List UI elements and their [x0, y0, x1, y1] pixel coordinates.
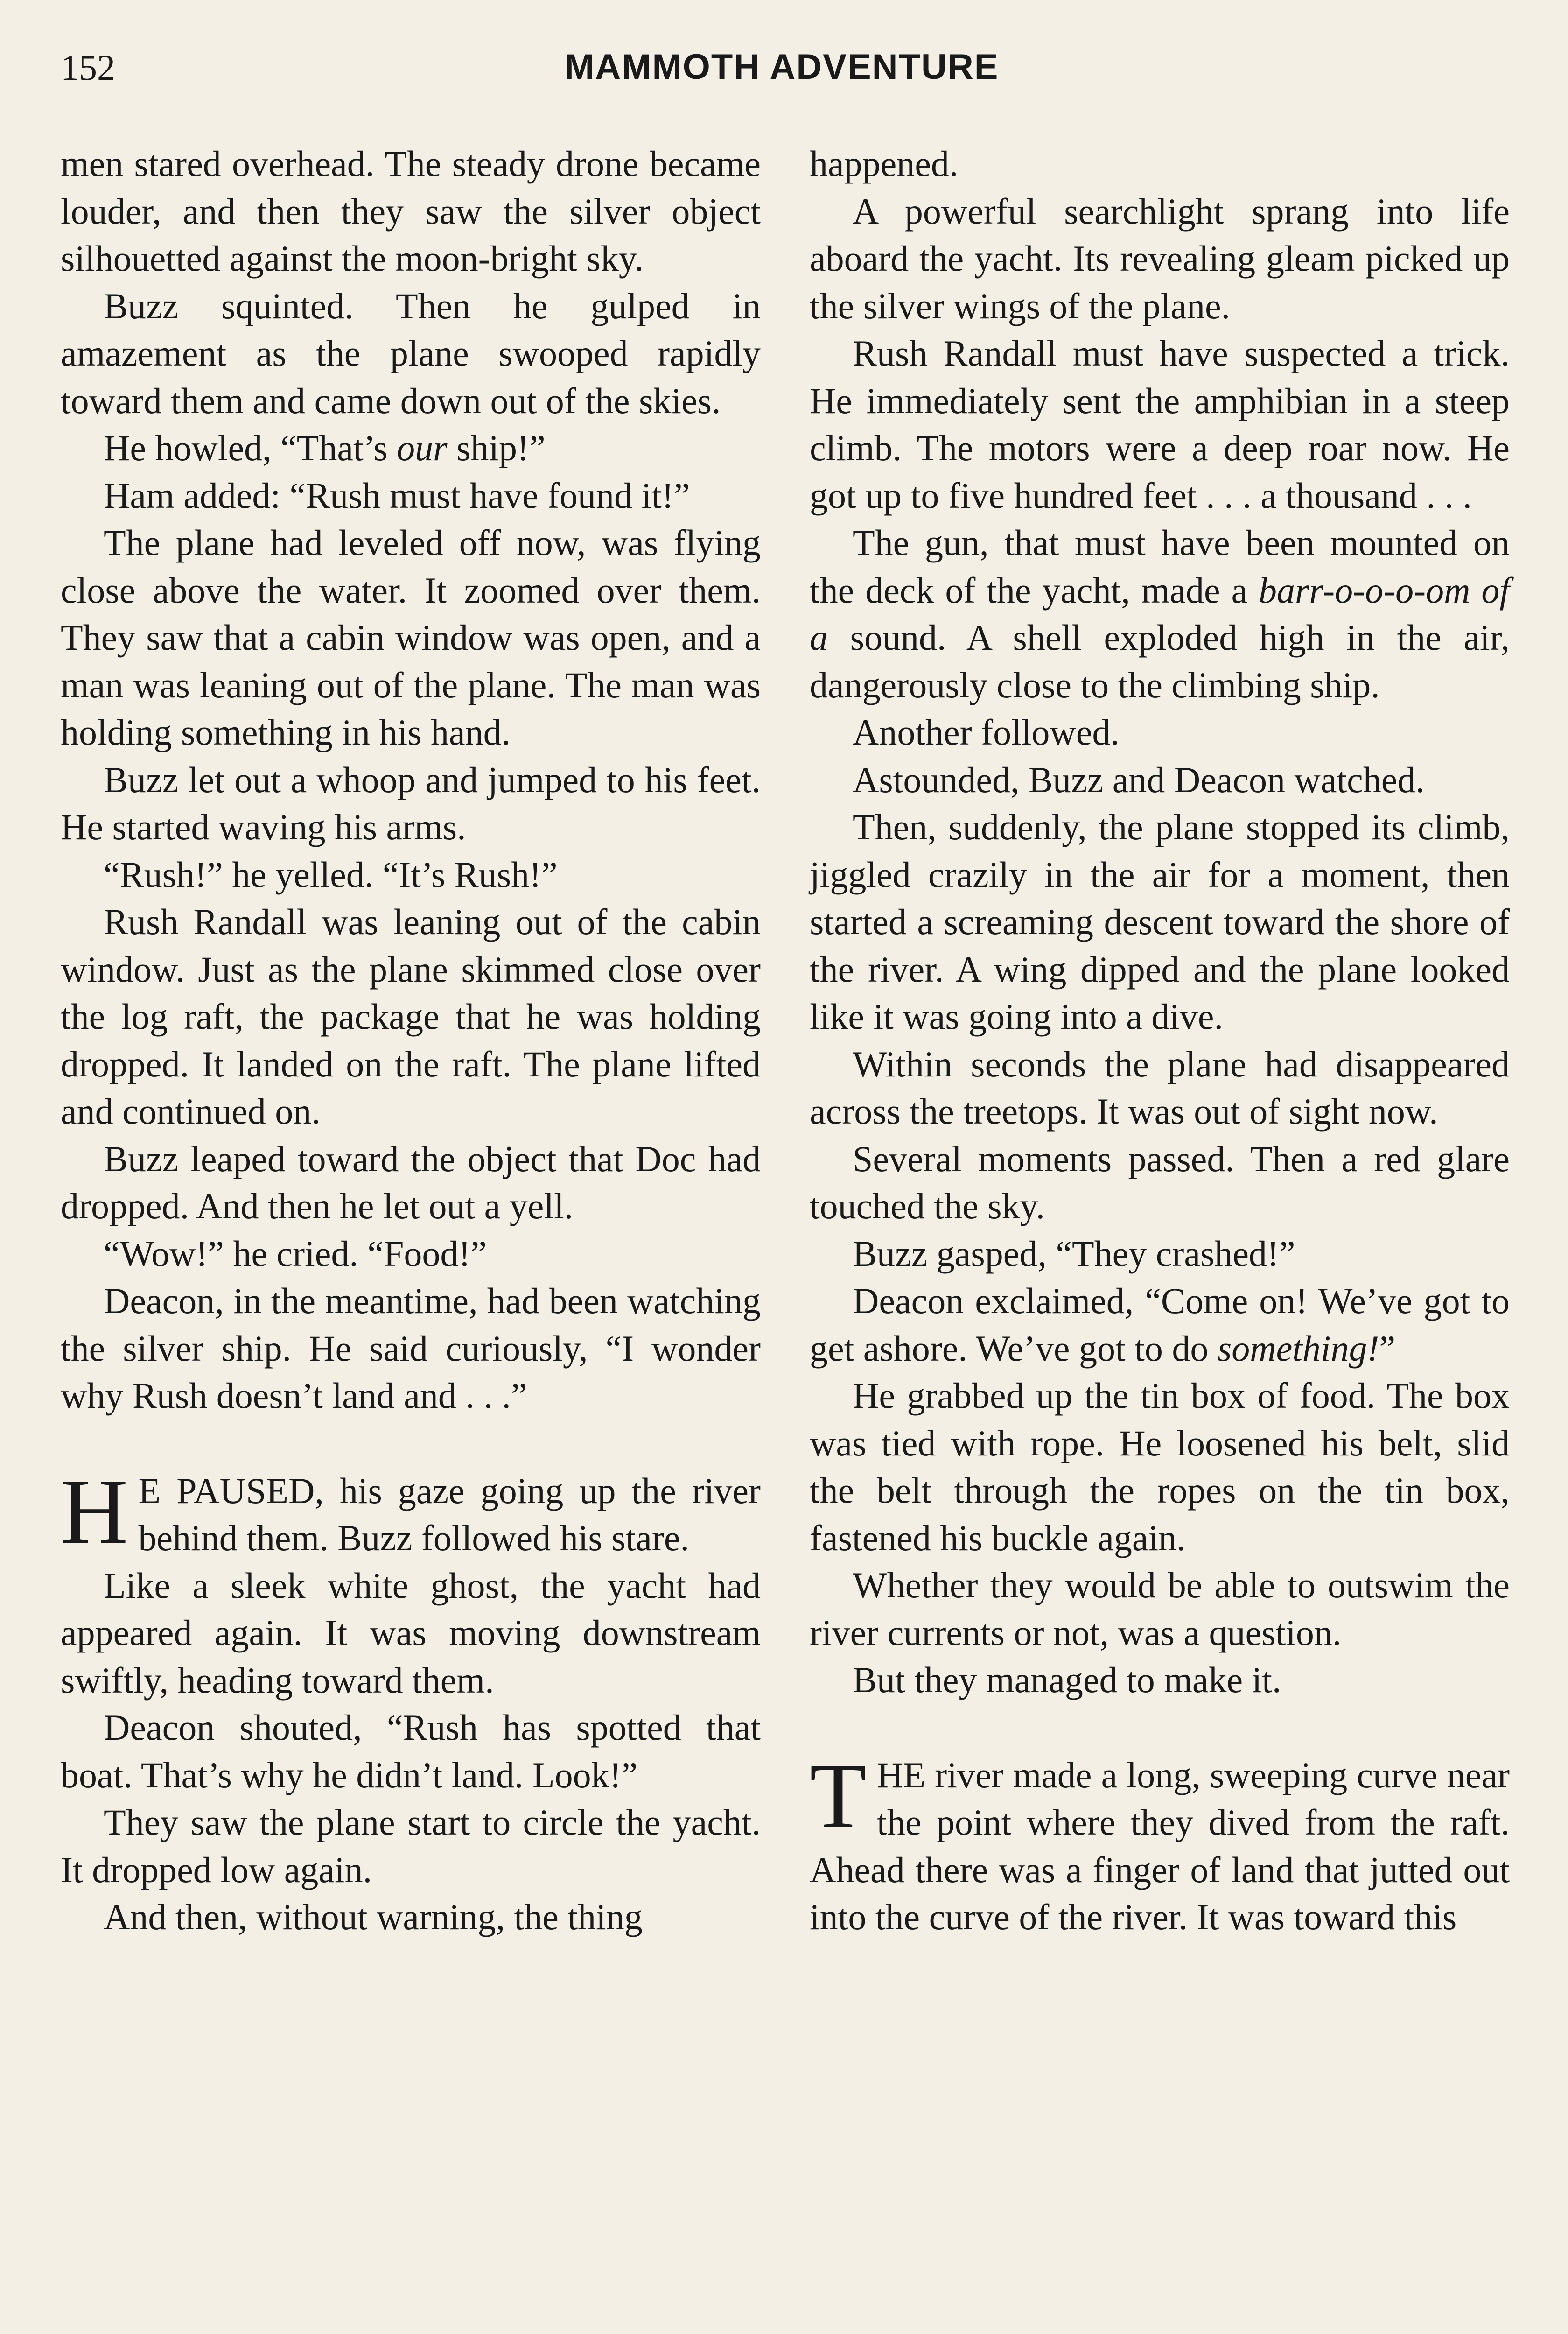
left-column: [61, 140, 761, 1941]
paragraph: Within seconds the plane had disappeared across the treetops. It was out of sight now.: [810, 1043, 1510, 1132]
paragraph: He grabbed up the tin box of food. The box was tied with rope. He loosened his belt, slid the belt through the ropes on the tin box, fastened his buckle again.: [810, 1375, 1510, 1558]
paragraph: Rush Randall was leaning out of the cabin window. Just as the plane skimmed close over the log raft, the package that he was holding dropped. It landed on the raft. The plane lifted and continued on.: [61, 901, 761, 1132]
paragraph: “Wow!” he cried. “Food!”: [104, 1233, 487, 1274]
paragraph: But they managed to make it.: [853, 1659, 1281, 1700]
paragraph: “Rush!” he yelled. “It’s Rush!”: [104, 854, 558, 895]
paragraph: Several moments passed. Then a red glare touched the sky.: [810, 1138, 1510, 1226]
paragraph: Whether they would be able to outswim the river currents or not, was a question.: [810, 1565, 1510, 1653]
emphasis: our: [397, 428, 448, 468]
left-section-paragraphs: [61, 1562, 761, 1941]
drop-cap-letter: T: [810, 1744, 867, 1848]
paragraph: men stared overhead. The steady drone became louder, and then they saw the silver object silhouetted against the moon-bright sky.: [61, 143, 761, 279]
page-number: 152: [61, 47, 115, 88]
section-opening-text: HE river made a long, sweeping curve near the point where they dived from the raft. Ahead there was a finger of land that jutted out into the curve of the river. It was toward this: [810, 1754, 1510, 1937]
drop-cap-letter: H: [61, 1460, 128, 1563]
paragraph: Deacon shouted, “Rush has spotted that boat. That’s why he didn’t land. Look!”: [61, 1707, 761, 1795]
paragraph: Rush Randall must have suspected a trick. He immediately sent the amphibian in a steep climb. The motors were a deep roar now. He got up to five hundred feet . . . a thousand . . .: [810, 333, 1510, 516]
paragraph: Like a sleek white ghost, the yacht had appeared again. It was moving downstream swiftly, heading toward them.: [61, 1565, 761, 1701]
left-paragraphs: [61, 140, 761, 1420]
paragraph: And then, without warning, the thing: [104, 1897, 643, 1937]
paragraph: He howled, “That’s our ship!”: [104, 428, 546, 468]
page-header: [61, 47, 1507, 98]
paragraph: Buzz gasped, “They crashed!”: [853, 1233, 1295, 1274]
paragraph: A powerful searchlight sprang into life aboard the yacht. Its revealing gleam picked up the silver wings of the plane.: [810, 190, 1510, 326]
right-column: [810, 140, 1510, 1941]
paragraph: Buzz leaped toward the object that Doc had dropped. And then he let out a yell.: [61, 1138, 761, 1226]
section-opening-paragraph: [810, 1744, 1510, 1941]
paragraph: happened.: [810, 143, 959, 184]
emphasis: something!: [1217, 1328, 1379, 1369]
paragraph: Buzz squinted. Then he gulped in amazement as the plane swooped rapidly toward them and came down out of the skies.: [61, 285, 761, 421]
section-opening-paragraph: [61, 1460, 761, 1563]
paragraph: They saw the plane start to circle the yacht. It dropped low again.: [61, 1802, 761, 1890]
paragraph: Deacon exclaimed, “Come on! We’ve got to get ashore. We’ve got to do something!”: [810, 1280, 1510, 1369]
paragraph: Astounded, Buzz and Deacon watched.: [853, 759, 1425, 800]
paragraph: Another followed.: [853, 712, 1120, 752]
paragraph: The plane had leveled off now, was flying close above the water. It zoomed over them. They saw that a cabin window was open, and a man was leaning out of the plane. The man was holding something in his hand.: [61, 522, 761, 752]
section-opening-text: E PAUSED, his gaze going up the river behind them. Buzz followed his stare.: [138, 1470, 761, 1558]
paragraph: Deacon, in the meantime, had been watching the silver ship. He said curiously, “I wonder why Rush doesn’t land and . . .”: [61, 1280, 761, 1416]
paragraph: The gun, that must have been mounted on the deck of the yacht, made a barr-o-o-o-om of a sound. A shell exploded high in the air, dangerously close to the climbing ship.: [810, 522, 1510, 705]
paragraph: Buzz let out a whoop and jumped to his feet. He started waving his arms.: [61, 759, 761, 847]
paragraph: Ham added: “Rush must have found it!”: [104, 475, 690, 516]
right-paragraphs: [810, 140, 1510, 1704]
emphasis: barr-o-o-o-om of a: [810, 569, 1510, 658]
running-title: MAMMOTH ADVENTURE: [565, 47, 999, 87]
paragraph: Then, suddenly, the plane stopped its climb, jiggled crazily in the air for a moment, then started a screaming descent toward the shore of the river. A wing dipped and the plane looked like it was going into a dive.: [810, 807, 1510, 1037]
